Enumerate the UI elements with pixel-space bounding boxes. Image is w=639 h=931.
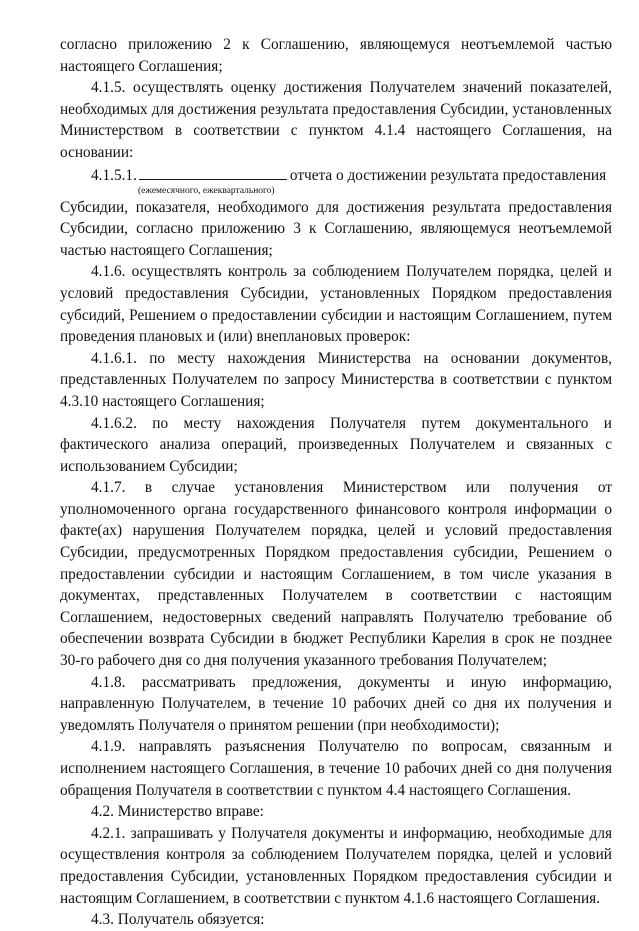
clause-4-1-9: 4.1.9. направлять разъяснения Получателю по вопросам, связанным и исполнением настоящего Соглашения, в течение 10 рабочих дней со дня получения обращения Получателя в соответствии с пунктом 4.4 настоящего Соглашения. [60,738,612,799]
clause-4-1-6-1: 4.1.6.1. по месту нахождения Министерства на основании документов, представленных Получателем по запросу Министерства в соответствии с пунктом 4.3.10 настоящего Соглашения; [60,349,612,410]
clause-4-1-5: 4.1.5. осуществлять оценку достижения Получателем значений показателей, необходимых для достижения результата предоставления Субсидии, установленных Министерством в соответствии с пунктом 4.1.4 настоящего Соглашения, на основании: [60,79,612,161]
fill-in-blank-line [139,164,287,180]
clause-4-2-1: 4.2.1. запрашивать у Получателя документы и информацию, необходимые для осуществления контроля за соблюдением Получателем порядка, целей и условий предоставления Субсидии, установленных Порядком предоставления субсидии и настоящим Соглашением, в соответствии с пунктом 4.1.6 настоящего Соглашения. [60,824,612,907]
blank-caption: (ежемесячного, ежеквартального) [138,185,275,196]
clause-4-1-5-1-continuation: Субсидии, показателя, необходимого для достижения результата предоставления Субсидии, согласно приложению 3 к Соглашению, являющемуся неотъемлемой частью настоящего Соглашения; [60,198,612,259]
clause-text-after-blank: отчета о достижении результата предоставления [289,166,607,184]
paragraph-continuation: согласно приложению 2 к Соглашению, являющемуся неотъемлемой частью настоящего Соглашения; [60,36,612,75]
clause-4-2: 4.2. Министерство вправе: [91,803,264,821]
clause-4-1-8: 4.1.8. рассматривать предложения, документы и иную информацию, направленную Получателем, в течение 10 рабочих дней со дня их получения и уведомлять Получателя о принятом решении (при необходимости); [60,673,612,734]
clause-4-1-5-1-header [60,164,612,186]
clause-4-1-6-2: 4.1.6.2. по месту нахождения Получателя путем документального и фактического анализа операций, произведенных Получателем и связанных с использованием Субсидии; [60,414,612,475]
clause-4-1-7: 4.1.7. в случае установления Министерством или получения от уполномоченного органа государственного финансового контроля информации о факте(ах) нарушения Получателем порядка, целей и условий предоставления Субсидии, предусмотренных Порядком предоставления субсидии, Решением о предоставлении субсидии и настоящим Соглашением, в том числе указания в документах, представленных Получателем в соответствии с настоящим Соглашением, недостоверных сведений направлять Получателю требование об обеспечении возврата Субсидии в бюджет Республики Карелия в срок не позднее 30-го рабочего дня со дня получения указанного требования Получателем; [60,479,612,670]
clause-4-1-6: 4.1.6. осуществлять контроль за соблюдением Получателем порядка, целей и условий предоставления Субсидии, установленных Порядком предоставления субсидий, Решением о предоставлении субсидии и настоящим Соглашением, путем проведения плановых и (или) внеплановых проверок: [60,263,612,346]
clause-number: 4.1.5.1. [91,166,137,184]
clause-4-3: 4.3. Получатель обязуется: [91,911,265,929]
